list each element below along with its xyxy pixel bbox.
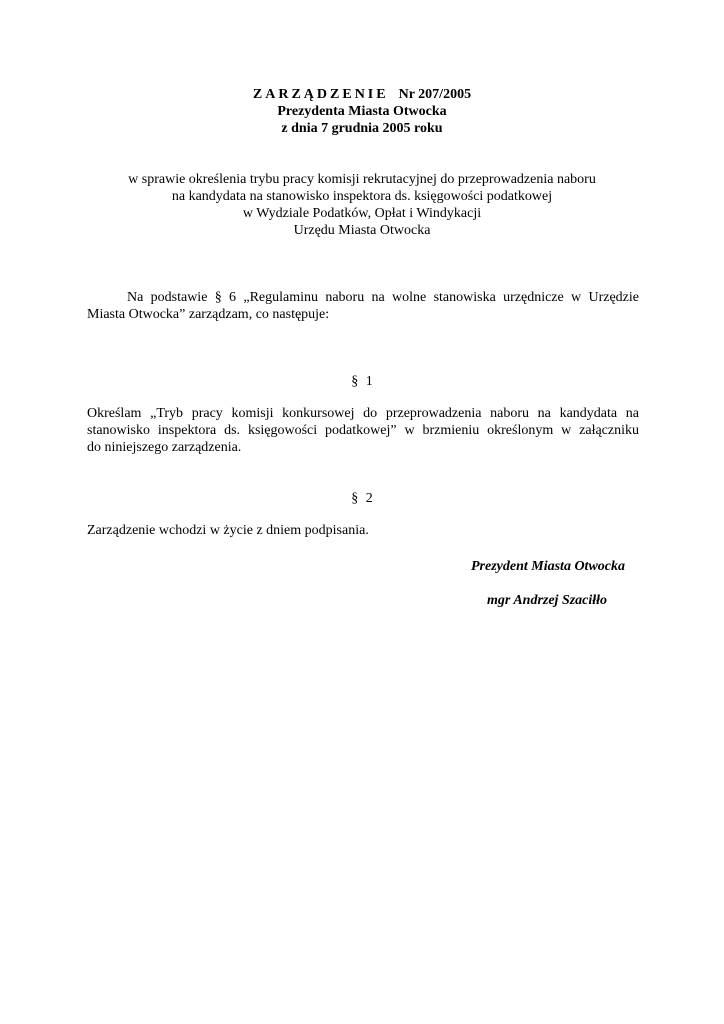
document-title: [0, 86, 724, 103]
legal-basis-line: Na podstawie § 6 „Regulaminu naboru na wolne stanowiska urzędnicze w Urzędzie: [127, 290, 639, 305]
subject-line: na kandydata na stanowisko inspektora ds. księgowości podatkowej: [171, 189, 553, 204]
subject-line: Urzędu Miasta Otwocka: [293, 223, 431, 238]
section-1-paragraph: [87, 405, 639, 456]
subject-block: [0, 171, 724, 239]
title-word: ZARZĄDZENIE: [252, 87, 389, 102]
section-1-mark: § 1: [351, 374, 373, 389]
section-2-paragraph: [87, 522, 639, 539]
section-2-line: Zarządzenie wchodzi w życie z dniem podpisania.: [87, 523, 369, 538]
legal-basis-paragraph: [87, 289, 639, 323]
title-number: Nr 207/2005: [398, 87, 472, 102]
subject-line: w sprawie określenia trybu pracy komisji rekrutacyjnej do przeprowadzenia naboru: [128, 172, 596, 187]
subject-line: w Wydziale Podatków, Opłat i Windykacji: [242, 206, 482, 221]
section-1-line: do niniejszego zarządzenia.: [87, 440, 242, 455]
legal-basis-line: Miasta Otwocka” zarządzam, co następuje:: [87, 307, 330, 322]
document-header: [0, 86, 724, 137]
document-page: ZARZĄDZENIE Nr 207/2005 Prezydenta Miasta Otwocka z dnia 7 grudnia 2005 roku w sprawie określenia trybu pracy komisji rekrutacyjnej do przeprowadzenia naboru na kandydata na stanowisko inspektora ds. księgowości podatkowej w Wydziale Podatków, Opłat i Windykacji Urzędu Miasta Otwocka Na podstawie § 6 „Regulaminu naboru na wolne stanowiska urzędnicze w Urzędzie Miasta Otwocka” zarządzam, co następuje: § 1 Określam „Tryb pracy komisji konkursowej do przeprowadzenia naboru na kandydata na stanowisko inspektora ds. księgowości podatkowej” w brzmieniu określonym w załączniku do niniejszego zarządzenia. § 2 Zarządzenie wchodzi w życie z dniem podpisania. Prezydent Miasta Otwocka mgr Andrzej Szaciłło: [0, 0, 724, 1024]
issuer-line: Prezydenta Miasta Otwocka: [277, 104, 447, 119]
section-2-mark: § 2: [351, 491, 373, 506]
date-line: z dnia 7 grudnia 2005 roku: [281, 121, 443, 136]
section-1-line: Określam „Tryb pracy komisji konkursowej do przeprowadzenia naboru na kandydata na: [87, 406, 639, 421]
section-1-line: stanowisko inspektora ds. księgowości podatkowej” w brzmieniu określonym w załączniku: [87, 423, 639, 438]
